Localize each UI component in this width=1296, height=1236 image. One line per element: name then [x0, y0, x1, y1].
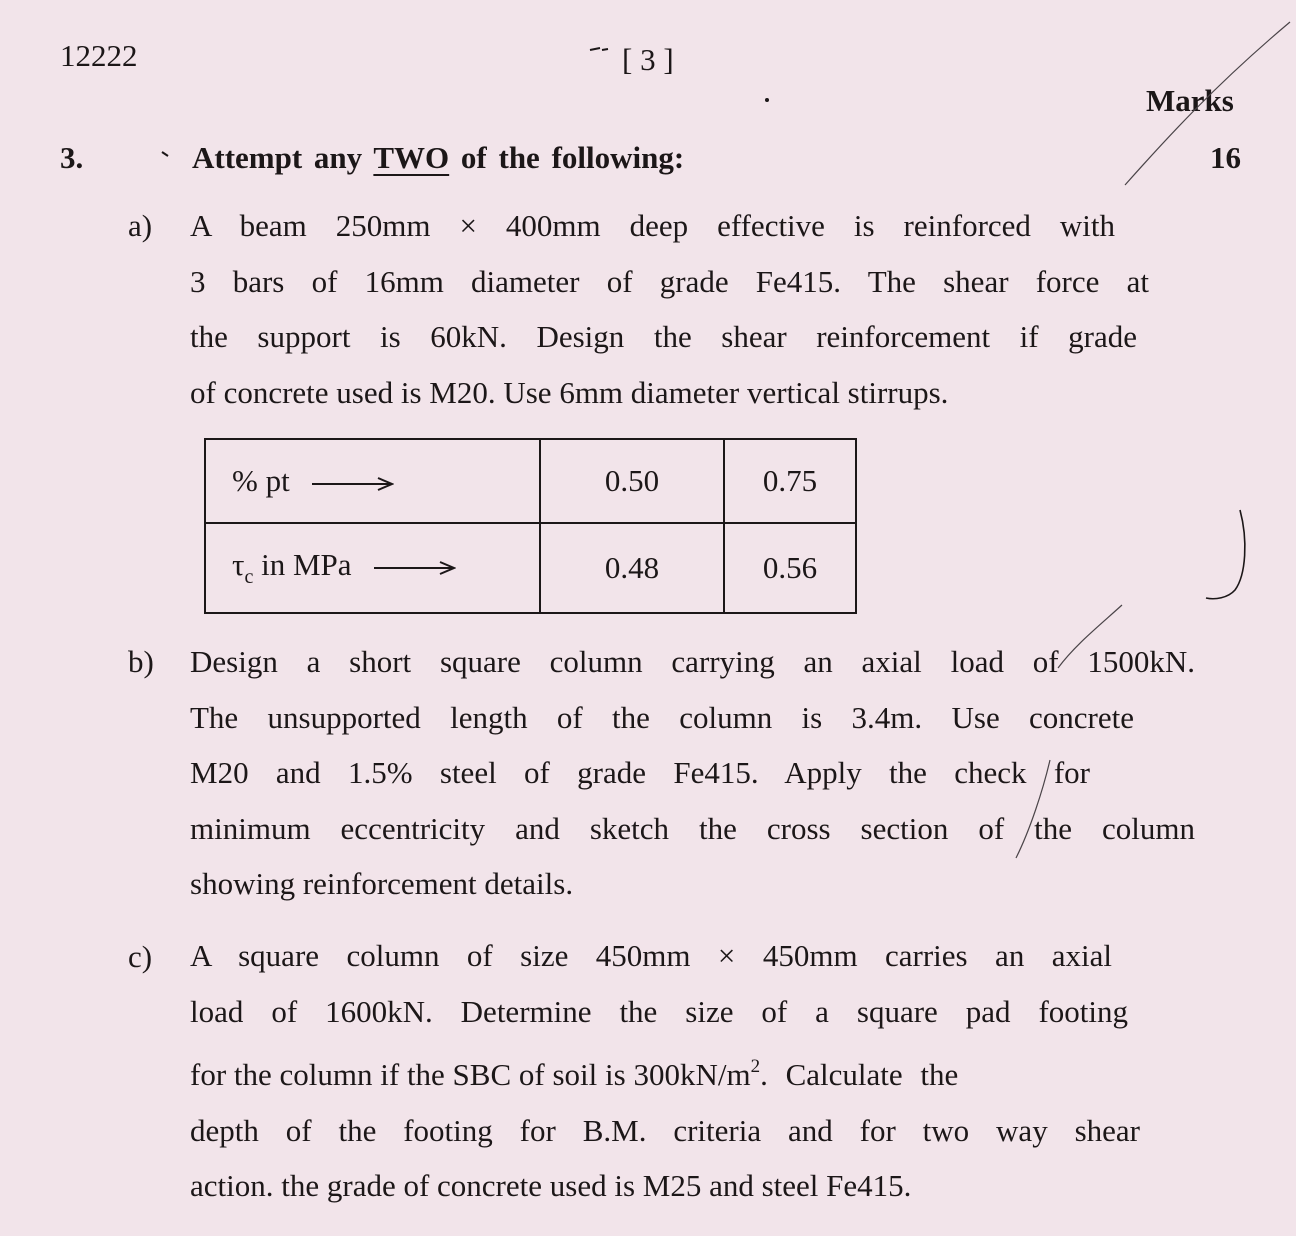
tau-symbol: τ [232, 547, 245, 582]
part-b-label: b) [128, 644, 154, 679]
table-cell: 0.50 [540, 439, 724, 523]
instruction-emphasis: TWO [373, 140, 450, 175]
tau-unit: in MPa [261, 547, 352, 582]
table-cell: 0.56 [724, 523, 856, 613]
part-b-line: showing reinforcement details. [190, 866, 574, 901]
shear-strength-table [204, 438, 857, 614]
part-a-label: a) [128, 208, 153, 243]
part-c-label: c) [128, 939, 153, 974]
part-b-text [190, 634, 1195, 912]
pencil-bracket-mark [1206, 510, 1245, 599]
pt-label-cell [205, 439, 540, 523]
pencil-dot-mark [765, 98, 769, 102]
marks-heading: Marks [1146, 83, 1234, 118]
part-a-line: 3 bars of 16mm diameter of grade Fe415. The shear force at [190, 263, 1149, 299]
part-a-line: of concrete used is M20. Use 6mm diameter vertical stirrups. [190, 374, 949, 410]
instruction-suffix: of the following: [460, 140, 685, 175]
table-row-tau [205, 523, 856, 613]
question-number: 3. [60, 140, 84, 175]
part-c-line: load of 1600kN. Determine the size of a square pad footing [190, 993, 1128, 1029]
page-number: [ 3 ] [622, 42, 674, 77]
superscript-two: 2 [750, 1056, 761, 1077]
right-arrow-icon [312, 476, 394, 492]
table-row-pt [205, 439, 856, 523]
part-c-line3-tail: . Calculate the [760, 1057, 959, 1092]
part-b-line: M20 and 1.5% steel of grade Fe415. Apply the check for [190, 755, 1090, 790]
question-instruction [192, 140, 684, 176]
part-c-line: depth of the footing for B.M. criteria and for two way shear [190, 1112, 1140, 1148]
part-c-line3-text: for the column if the SBC of soil is 300kN/m [190, 1057, 751, 1092]
pencil-tick-mark [162, 152, 168, 156]
part-c-line: action. the grade of concrete used is M25 and steel Fe415. [190, 1168, 912, 1203]
pt-label: % pt [232, 463, 290, 498]
bleed-through-mark [72, 84, 182, 114]
paper-code: 12222 [60, 38, 138, 73]
part-c-line: A square column of size 450mm × 450mm carries an axial [190, 938, 1112, 973]
right-arrow-icon [374, 560, 456, 576]
question-marks: 16 [1210, 140, 1241, 175]
instruction-prefix: Attempt any [192, 140, 363, 175]
part-c-line [190, 1039, 1154, 1103]
part-a-line: A beam 250mm × 400mm deep effective is reinforced with [190, 208, 1115, 243]
pencil-dash-mark [590, 48, 608, 50]
part-b-line: minimum eccentricity and sketch the cross section of the column [190, 810, 1195, 846]
tau-subscript: c [244, 566, 254, 588]
tau-label-cell [205, 523, 540, 613]
part-a-line: the support is 60kN. Design the shear reinforcement if grade [190, 319, 1137, 354]
table-cell: 0.75 [724, 439, 856, 523]
table-cell: 0.48 [540, 523, 724, 613]
part-b-line: Design a short square column carrying an axial load of 1500kN. [190, 644, 1195, 679]
part-a-text [190, 198, 1149, 420]
part-b-line: The unsupported length of the column is 3.4m. Use concrete [190, 699, 1134, 735]
part-c-text [190, 928, 1154, 1214]
